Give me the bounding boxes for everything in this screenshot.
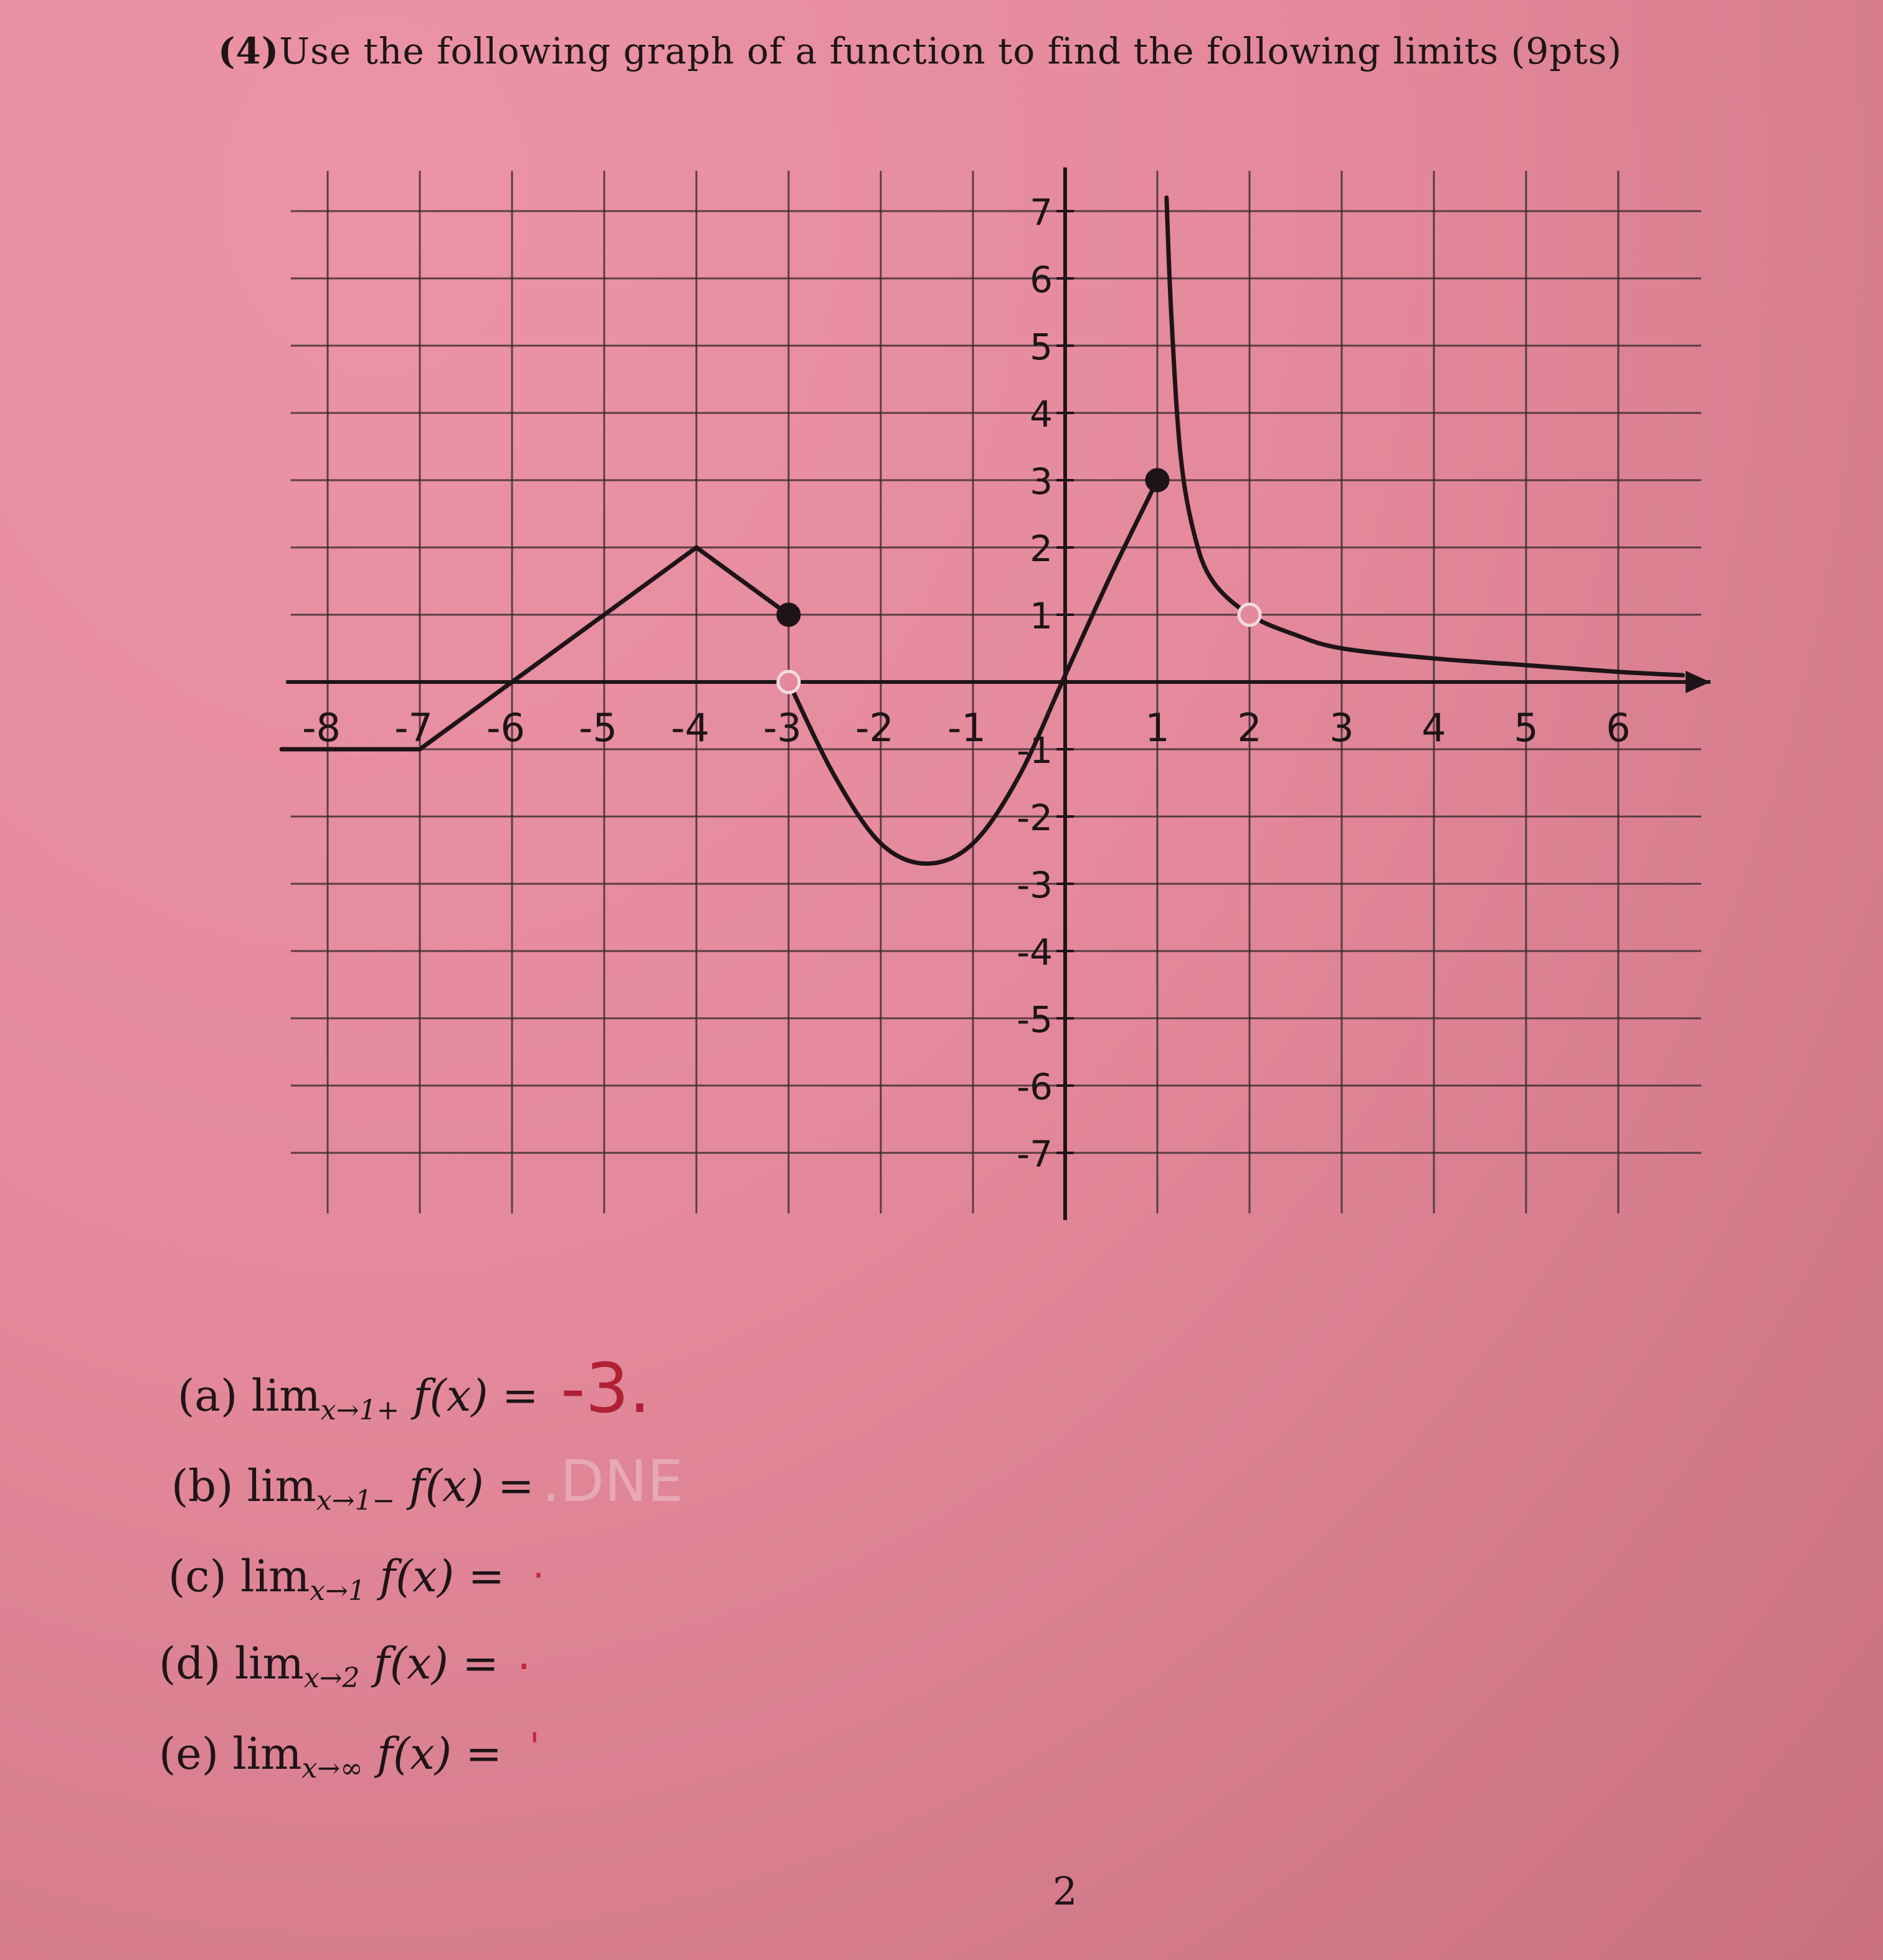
lim-word: lim xyxy=(251,1370,321,1421)
question-e xyxy=(159,1728,502,1784)
x-axis-arrow xyxy=(1686,671,1710,693)
answer-a-handwritten: -3. xyxy=(561,1348,651,1428)
x-tick-label: 1 xyxy=(1145,705,1170,750)
problem-number: (4) xyxy=(218,30,280,72)
x-tick-label: -5 xyxy=(579,705,617,750)
curve-piece-1 xyxy=(282,547,789,749)
question-d xyxy=(159,1638,499,1694)
x-tick-label: -8 xyxy=(302,705,341,750)
y-tick-label: 1 xyxy=(1030,595,1053,637)
y-tick-label: 2 xyxy=(1030,528,1053,570)
function-expr: f(x) = xyxy=(379,1551,505,1602)
answer-e-mark: ' xyxy=(529,1725,540,1769)
y-tick-label: -6 xyxy=(1017,1066,1053,1108)
x-tick-label: 4 xyxy=(1421,705,1446,750)
question-label: (b) xyxy=(171,1461,234,1512)
function-expr: f(x) = xyxy=(413,1370,539,1421)
x-tick-label: -3 xyxy=(763,705,802,750)
y-tick-label: 3 xyxy=(1030,460,1053,503)
y-tick-label: 5 xyxy=(1030,326,1053,368)
lim-subscript: x→∞ xyxy=(301,1753,363,1784)
grid xyxy=(291,171,1701,1213)
x-tick-label: -6 xyxy=(486,705,525,750)
y-tick-label: -2 xyxy=(1017,797,1053,839)
lim-subscript: x→2 xyxy=(303,1662,360,1694)
y-tick-label: 4 xyxy=(1030,393,1053,435)
lim-word: lim xyxy=(234,1638,304,1689)
lim-word: lim xyxy=(240,1551,310,1602)
y-tick-label: 6 xyxy=(1030,258,1053,301)
closed-point xyxy=(1147,470,1168,491)
y-tick-label: -7 xyxy=(1017,1133,1053,1175)
answer-c-mark: · xyxy=(533,1554,545,1598)
x-tick-label: -4 xyxy=(671,705,709,750)
question-a xyxy=(178,1370,539,1426)
function-expr: f(x) = xyxy=(377,1728,502,1779)
open-point xyxy=(1239,604,1260,625)
question-label: (e) xyxy=(159,1728,219,1779)
lim-word: lim xyxy=(247,1461,316,1512)
question-b xyxy=(171,1461,534,1517)
curve-piece-3 xyxy=(1167,197,1683,675)
y-tick-label: -3 xyxy=(1017,864,1053,906)
x-tick-label: 3 xyxy=(1329,705,1354,750)
function-expr: f(x) = xyxy=(373,1638,499,1689)
function-curves xyxy=(282,197,1683,863)
problem-text: Use the following graph of a function to find the following limits (9pts) xyxy=(279,30,1623,72)
x-tick-label: 6 xyxy=(1606,705,1631,750)
y-tick-label: -1 xyxy=(1017,729,1053,772)
page-number: 2 xyxy=(1053,1868,1078,1914)
question-label: (a) xyxy=(178,1370,238,1421)
function-expr: f(x) = xyxy=(409,1461,534,1512)
x-tick-label: -7 xyxy=(394,705,433,750)
answer-d-mark: . xyxy=(517,1629,531,1680)
x-tick-label: -1 xyxy=(947,705,986,750)
y-tick-label: -4 xyxy=(1017,931,1053,973)
axes xyxy=(286,168,1710,1220)
y-tick-label: -5 xyxy=(1017,998,1053,1041)
question-label: (d) xyxy=(159,1638,221,1689)
question-label: (c) xyxy=(168,1551,227,1602)
closed-point xyxy=(778,604,799,625)
lim-word: lim xyxy=(232,1728,302,1779)
x-tick-label: 2 xyxy=(1237,705,1262,750)
y-tick-label: 7 xyxy=(1030,191,1053,234)
lim-subscript: x→1− xyxy=(316,1485,396,1517)
x-tick-label: -2 xyxy=(855,705,894,750)
answer-b-handwritten: .DNE xyxy=(542,1448,684,1515)
x-tick-label: 5 xyxy=(1514,705,1539,750)
lim-subscript: x→1+ xyxy=(320,1394,400,1426)
lim-subscript: x→1 xyxy=(310,1575,366,1607)
question-c xyxy=(168,1551,505,1607)
open-point xyxy=(778,671,799,693)
